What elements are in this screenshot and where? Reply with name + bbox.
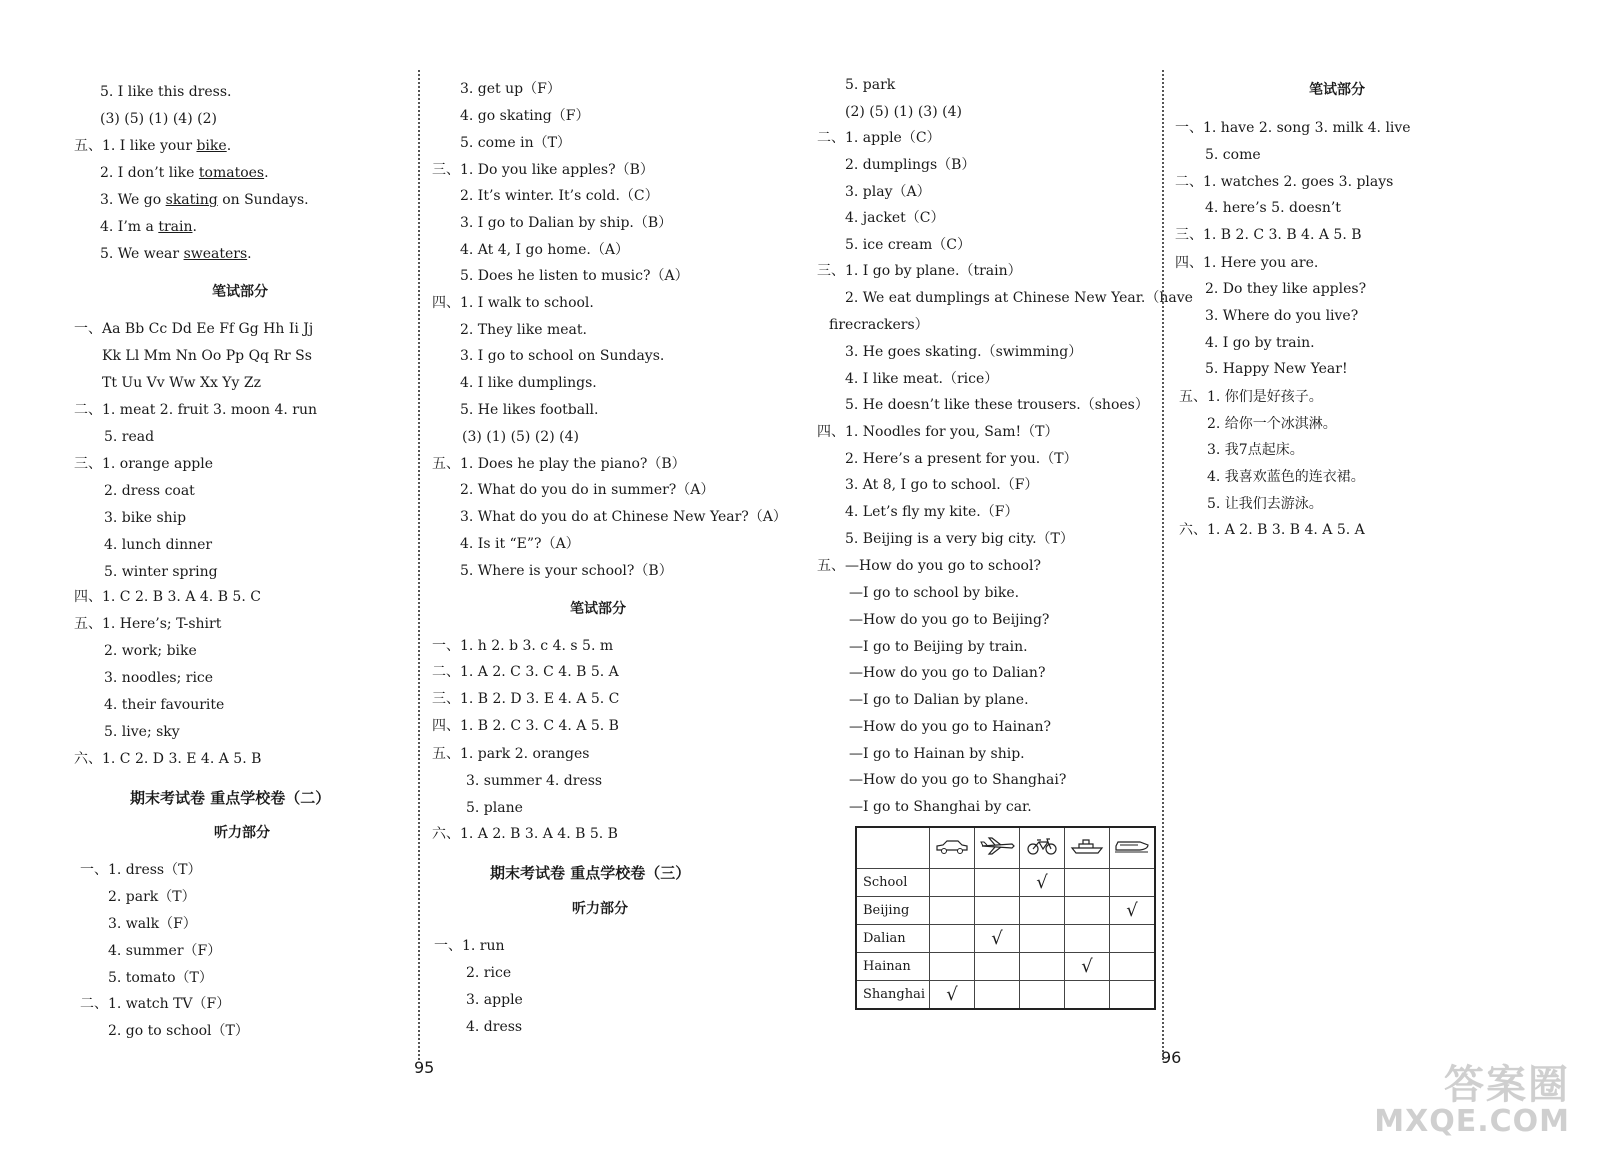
text-line: (2) (5) (1) (3) (4) [845, 104, 962, 120]
text-line: 4. Is it “E”?（A） [460, 536, 580, 552]
table-cell [930, 897, 975, 925]
check-mark: √ [991, 928, 1003, 949]
table-cell [930, 869, 975, 897]
table-cell [930, 953, 975, 981]
text-line: 四、1. Here you are. [1175, 255, 1319, 271]
text-line: —How do you go to Beijing? [849, 612, 1050, 628]
text-line: 3. apple [466, 992, 523, 1008]
check-mark: √ [1036, 872, 1048, 893]
table-cell [1110, 981, 1156, 1010]
table-cell [1020, 981, 1065, 1010]
text-line: 2. Do they like apples? [1205, 281, 1367, 297]
text-line: 4. here’s 5. doesn’t [1205, 200, 1341, 216]
table-cell [1020, 925, 1065, 953]
table-cell [975, 897, 1020, 925]
text-line: 2. They like meat. [460, 322, 587, 338]
exam-title: 期末考试卷 重点学校卷（二） [130, 789, 331, 807]
text-line: 二、1. A 2. C 3. C 4. B 5. A [432, 664, 619, 680]
text-line: 五、1. 你们是好孩子。 [1179, 389, 1323, 405]
text-line: 2. park（T） [108, 889, 196, 905]
text-line: 六、1. A 2. B 3. A 4. B 5. B [432, 826, 618, 842]
text-line: (3) (1) (5) (2) (4) [462, 429, 579, 445]
text-line: Tt Uu Vv Ww Xx Yy Zz [102, 375, 261, 391]
table-header-cell [1110, 827, 1156, 869]
text-line: 5. We wear sweaters. [100, 246, 252, 262]
text-line: 4. jacket（C） [845, 210, 945, 226]
text-line: Kk Ll Mm Nn Oo Pp Qq Rr Ss [102, 348, 312, 364]
car-icon [934, 837, 970, 855]
text-line: (3) (5) (1) (4) (2) [100, 111, 217, 127]
table-cell [1110, 953, 1156, 981]
table-cell [1065, 925, 1110, 953]
text-line: 4. their favourite [104, 697, 225, 713]
table-row [856, 925, 1155, 953]
text-line: 3. What do you do at Chinese New Year?（A） [460, 509, 787, 525]
train-icon [1114, 837, 1150, 855]
text-line: 2. I don’t like tomatoes. [100, 165, 269, 181]
text-line: 4. At 4, I go home.（A） [460, 242, 629, 258]
text-line: 5. Beijing is a very big city.（T） [845, 531, 1074, 547]
table-cell [930, 925, 975, 953]
text-line: —I go to Beijing by train. [849, 639, 1028, 655]
table-cell [975, 981, 1020, 1010]
text-line: 5. 让我们去游泳。 [1207, 496, 1323, 512]
section-heading: 听力部分 [572, 901, 628, 917]
page-number: 95 [414, 1058, 435, 1077]
table-cell [1020, 953, 1065, 981]
bike-icon [1024, 837, 1060, 855]
table-row [856, 981, 1155, 1010]
table-row [856, 953, 1155, 981]
text-line: 2. work; bike [104, 643, 197, 659]
text-line: 5. come [1205, 147, 1261, 163]
text-line: 4. 我喜欢蓝色的连衣裙。 [1207, 469, 1365, 485]
exam-title: 期末考试卷 重点学校卷（三） [490, 864, 691, 882]
text-line: 3. We go skating on Sundays. [100, 192, 309, 208]
text-line: 5. come in（T） [460, 135, 571, 151]
row-label: Shanghai [856, 981, 930, 1010]
text-line: 三、1. Do you like apples?（B） [432, 162, 654, 178]
table-cell [930, 981, 975, 1010]
row-label: Dalian [856, 925, 930, 953]
watermark-url: MXQE.COM [1374, 1104, 1570, 1139]
text-line: 2. We eat dumplings at Chinese New Year.（have [845, 290, 1193, 306]
text-line: 四、1. Noodles for you, Sam!（T） [817, 424, 1059, 440]
text-line: 4. I like dumplings. [460, 375, 597, 391]
text-line: 5. park [845, 77, 896, 93]
text-line: 5. Where is your school?（B） [460, 563, 673, 579]
table-header-cell [1020, 827, 1065, 869]
text-line: —I go to school by bike. [849, 585, 1020, 601]
check-mark: √ [1081, 956, 1093, 977]
table-header-cell [930, 827, 975, 869]
text-line: 五、—How do you go to school? [817, 558, 1041, 574]
row-label: Hainan [856, 953, 930, 981]
transport-table [855, 826, 1156, 1010]
text-line: 四、1. C 2. B 3. A 4. B 5. C [74, 589, 261, 605]
text-line: 5. winter spring [104, 564, 218, 580]
table-cell [1065, 869, 1110, 897]
table-cell [1065, 953, 1110, 981]
table-cell [1110, 897, 1156, 925]
table-cell [1110, 869, 1156, 897]
text-line: 2. 给你一个冰淇淋。 [1207, 416, 1337, 432]
text-line: —How do you go to Dalian? [849, 665, 1046, 681]
table-corner-cell [856, 827, 930, 869]
text-line: 一、1. dress（T） [80, 862, 202, 878]
text-line: 5. live; sky [104, 724, 180, 740]
section-heading: 笔试部分 [1309, 82, 1365, 98]
text-line: 3. play（A） [845, 184, 931, 200]
text-line: 3. I go to Dalian by ship.（B） [460, 215, 673, 231]
table-cell [1020, 897, 1065, 925]
table-cell [1065, 897, 1110, 925]
text-line: 3. walk（F） [108, 916, 197, 932]
text-line: 4. lunch dinner [104, 537, 213, 553]
text-line: 四、1. B 2. C 3. C 4. A 5. B [432, 718, 619, 734]
text-line: firecrackers） [829, 317, 929, 333]
text-line: 3. 我7点起床。 [1207, 442, 1304, 458]
ship-icon [1069, 837, 1105, 855]
text-line: 4. go skating（F） [460, 108, 590, 124]
text-line: 一、1. h 2. b 3. c 4. s 5. m [432, 638, 614, 654]
text-line: 2. What do you do in summer?（A） [460, 482, 715, 498]
text-line: 六、1. A 2. B 3. B 4. A 5. A [1179, 522, 1365, 538]
text-line: 3. At 8, I go to school.（F） [845, 477, 1039, 493]
text-line: 5. He likes football. [460, 402, 599, 418]
text-line: 三、1. B 2. C 3. B 4. A 5. B [1175, 227, 1362, 243]
plane-icon [979, 837, 1015, 855]
text-line: 2. rice [466, 965, 512, 981]
table-row [856, 897, 1155, 925]
table-cell [1065, 981, 1110, 1010]
text-line: 5. read [104, 429, 155, 445]
text-line: 4. I’m a train. [100, 219, 197, 235]
text-line: —I go to Shanghai by car. [849, 799, 1032, 815]
text-line: —How do you go to Shanghai? [849, 772, 1067, 788]
text-line: 二、1. meat 2. fruit 3. moon 4. run [74, 402, 317, 418]
text-line: 3. Where do you live? [1205, 308, 1359, 324]
column-3 [815, 0, 1193, 1160]
text-line: 二、1. watches 2. goes 3. plays [1175, 174, 1394, 190]
text-line: 3. noodles; rice [104, 670, 214, 686]
text-line: —How do you go to Hainan? [849, 719, 1051, 735]
section-heading: 笔试部分 [570, 601, 626, 617]
text-line: 5. plane [466, 800, 523, 816]
text-line: 五、1. Does he play the piano?（B） [432, 456, 686, 472]
column-1 [0, 0, 410, 1160]
text-line: 二、1. watch TV（F） [80, 996, 231, 1012]
text-line: 3. summer 4. dress [466, 773, 603, 789]
table-cell [1020, 869, 1065, 897]
text-line: 4. I like meat.（rice） [845, 371, 999, 387]
text-line: 一、1. have 2. song 3. milk 4. live [1175, 120, 1411, 136]
text-line: 3. I go to school on Sundays. [460, 348, 665, 364]
column-4 [1165, 0, 1585, 1160]
table-header-row [856, 827, 1155, 869]
text-line: 三、1. I go by plane.（train） [817, 263, 1022, 279]
column-divider [1162, 70, 1164, 1060]
text-line: —I go to Dalian by plane. [849, 692, 1029, 708]
text-line: 5. I like this dress. [100, 84, 232, 100]
text-line: 四、1. I walk to school. [432, 295, 594, 311]
text-line: 三、1. orange apple [74, 456, 214, 472]
text-line: 一、Aa Bb Cc Dd Ee Ff Gg Hh Ii Jj [74, 321, 314, 337]
text-line: 三、1. B 2. D 3. E 4. A 5. C [432, 691, 620, 707]
watermark-logo [1374, 1064, 1570, 1138]
text-line: 2. go to school（T） [108, 1023, 249, 1039]
text-line: 五、1. park 2. oranges [432, 746, 590, 762]
text-line: 2. It’s winter. It’s cold.（C） [460, 188, 659, 204]
text-line: 二、1. apple（C） [817, 130, 941, 146]
text-line: 3. He goes skating.（swimming） [845, 344, 1083, 360]
text-line: 3. get up（F） [460, 81, 561, 97]
text-line: 4. Let’s fly my kite.（F） [845, 504, 1019, 520]
text-line: 2. dress coat [104, 483, 195, 499]
text-line: 5. ice cream（C） [845, 237, 972, 253]
table-cell [975, 925, 1020, 953]
row-label: Beijing [856, 897, 930, 925]
column-2 [414, 0, 810, 1160]
text-line: 4. I go by train. [1205, 335, 1315, 351]
text-line: 六、1. C 2. D 3. E 4. A 5. B [74, 751, 262, 767]
table-header-cell [975, 827, 1020, 869]
table-header-cell [1065, 827, 1110, 869]
text-line: 一、1. run [434, 938, 505, 954]
text-line: 4. summer（F） [108, 943, 222, 959]
text-line: 5. Happy New Year! [1205, 361, 1348, 377]
table-cell [975, 953, 1020, 981]
check-mark: √ [1126, 900, 1138, 921]
table-row [856, 869, 1155, 897]
text-line: 5. He doesn’t like these trousers.（shoes） [845, 397, 1149, 413]
section-heading: 听力部分 [214, 825, 270, 841]
row-label: School [856, 869, 930, 897]
text-line: 五、1. Here’s; T-shirt [74, 616, 222, 632]
text-line: —I go to Hainan by ship. [849, 746, 1025, 762]
watermark-text: 答案圈 [1444, 1062, 1570, 1108]
text-line: 2. Here’s a present for you.（T） [845, 451, 1078, 467]
check-mark: √ [946, 984, 958, 1005]
section-heading: 笔试部分 [212, 284, 268, 300]
text-line: 5. tomato（T） [108, 970, 213, 986]
table-cell [1110, 925, 1156, 953]
text-line: 4. dress [466, 1019, 523, 1035]
text-line: 五、1. I like your bike. [74, 138, 232, 154]
text-line: 2. dumplings（B） [845, 157, 976, 173]
text-line: 5. Does he listen to music?（A） [460, 268, 689, 284]
page-number: 96 [1161, 1048, 1182, 1067]
table-cell [975, 869, 1020, 897]
text-line: 3. bike ship [104, 510, 187, 526]
